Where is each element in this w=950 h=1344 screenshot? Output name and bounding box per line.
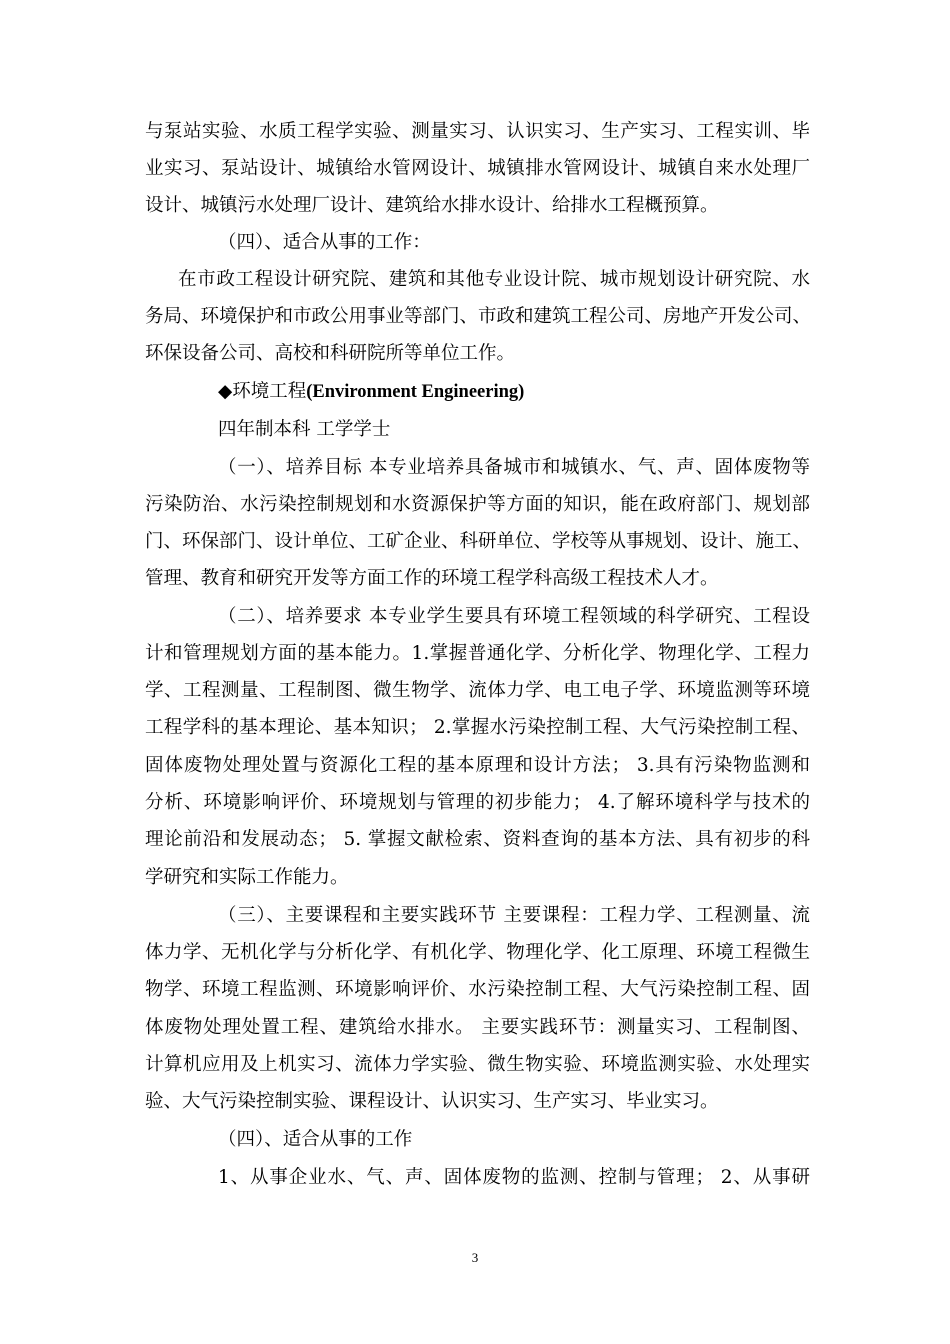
- paragraph-line: 在市政工程设计研究院、建筑和其他专业设计院、城市规划设计研究院、水: [178, 269, 810, 290]
- paragraph-line: 污染防治、水污染控制规划和水资源保护等方面的知识，能在政府部门、规划部: [145, 494, 810, 515]
- paragraph-line: 环保设备公司、高校和科研院所等单位工作。: [145, 343, 516, 364]
- paragraph-line: 计和管理规划方面的基本能力。1.掌握普通化学、分析化学、物理化学、工程力: [145, 643, 810, 664]
- paragraph-line: 务局、环境保护和市政公用事业等部门、市政和建筑工程公司、房地产开发公司、: [145, 306, 812, 327]
- paragraph-line: 1、从事企业水、气、声、固体废物的监测、控制与管理； 2、从事研: [218, 1167, 810, 1188]
- page-number: 3: [471, 1250, 479, 1265]
- major-title-cn: ◆环境工程: [218, 381, 307, 402]
- paragraph-line: 物学、环境工程监测、环境影响评价、水污染控制工程、大气污染控制工程、固: [145, 979, 810, 1000]
- paragraph-line: 管理、教育和研究开发等方面工作的环境工程学科高级工程技术人才。: [145, 568, 719, 589]
- paragraph-line: 业实习、泵站设计、城镇给水管网设计、城镇排水管网设计、城镇自来水处理厂: [145, 158, 810, 179]
- paragraph-line: 固体废物处理处置与资源化工程的基本原理和设计方法； 3.具有污染物监测和: [145, 755, 810, 776]
- paragraph-line: 分析、环境影响评价、环境规划与管理的初步能力； 4.了解环境科学与技术的: [145, 792, 810, 813]
- paragraph-line: （二）、培养要求 本专业学生要具有环境工程领域的科学研究、工程设: [218, 606, 810, 627]
- paragraph-line: 理论前沿和发展动态； 5. 掌握文献检索、资料查询的基本方法、具有初步的科: [145, 829, 810, 850]
- section-heading: （四）、适合从事的工作：: [218, 232, 431, 253]
- paragraph-line: 与泵站实验、水质工程学实验、测量实习、认识实习、生产实习、工程实训、毕: [145, 121, 810, 142]
- major-title: [218, 380, 810, 404]
- paragraph-line: 学研究和实际工作能力。: [145, 867, 349, 888]
- paragraph-line: 体废物处理处置工程、建筑给水排水。 主要实践环节：测量实习、工程制图、: [145, 1017, 810, 1038]
- paragraph-line: （三）、主要课程和主要实践环节 主要课程：工程力学、工程测量、流: [218, 905, 810, 926]
- paragraph-line: 门、环保部门、设计单位、工矿企业、科研单位、学校等从事规划、设计、施工、: [145, 531, 812, 552]
- section-heading: （四）、适合从事的工作: [218, 1129, 413, 1150]
- degree-line: 四年制本科 工学学士: [218, 419, 391, 440]
- paragraph-line: 工程学科的基本理论、基本知识； 2.掌握水污染控制工程、大气污染控制工程、: [145, 717, 810, 738]
- paragraph-line: 设计、城镇污水处理厂设计、建筑给水排水设计、给排水工程概预算。: [145, 195, 719, 216]
- paragraph-line: 学、工程测量、工程制图、微生物学、流体力学、电工电子学、环境监测等环境: [145, 680, 810, 701]
- paragraph-line: （一）、培养目标 本专业培养具备城市和城镇水、气、声、固体废物等: [218, 457, 810, 478]
- paragraph-line: 验、大气污染控制实验、课程设计、认识实习、生产实习、毕业实习。: [145, 1091, 719, 1112]
- paragraph-line: 体力学、无机化学与分析化学、有机化学、物理化学、化工原理、环境工程微生: [145, 942, 810, 963]
- major-title-en: (Environment Engineering): [306, 382, 525, 402]
- paragraph-line: 计算机应用及上机实习、流体力学实验、微生物实验、环境监测实验、水处理实: [145, 1054, 810, 1075]
